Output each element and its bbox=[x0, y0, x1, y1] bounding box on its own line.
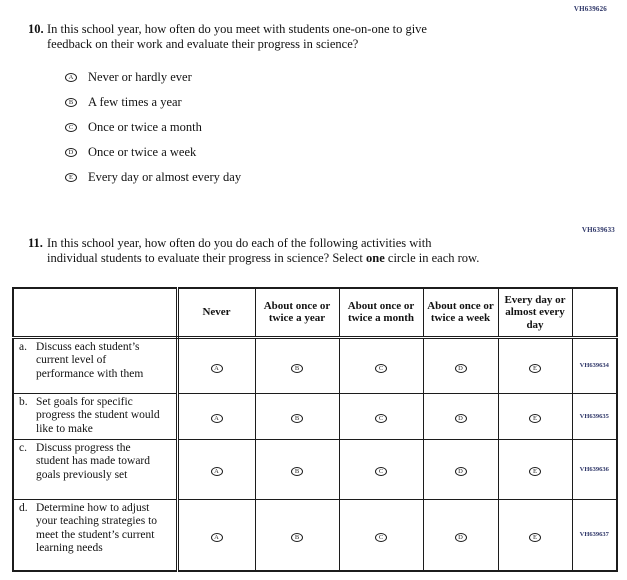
question-10-text-line2: feedback on their work and evaluate their progress in science? bbox=[47, 37, 359, 51]
bubble-a-week[interactable] bbox=[455, 364, 467, 373]
q11-line2-pre: individual students to evaluate their progress in science? Select bbox=[47, 251, 367, 265]
question-11-number: 11. bbox=[28, 236, 43, 250]
row-a-id: a. bbox=[19, 340, 27, 353]
row-a-label-cell bbox=[13, 337, 177, 393]
matrix-row-c bbox=[13, 439, 617, 499]
bubble-letter: C bbox=[378, 533, 384, 541]
bubble-c-daily[interactable] bbox=[529, 467, 541, 476]
q10-option-a bbox=[47, 65, 568, 90]
q10-option-b bbox=[47, 90, 568, 115]
row-b-id: b. bbox=[19, 395, 28, 408]
question-10 bbox=[28, 22, 568, 190]
bubble-d-daily[interactable] bbox=[529, 533, 541, 542]
bubble-letter: A bbox=[214, 468, 219, 475]
bubble-letter: B bbox=[68, 99, 74, 106]
bubble-b-week[interactable] bbox=[455, 414, 467, 423]
column-header-once-twice-month: About once or twice a month bbox=[339, 288, 423, 337]
row-d-id: d. bbox=[19, 501, 28, 514]
bubble-c-month[interactable] bbox=[375, 467, 387, 476]
column-header-never: Never bbox=[177, 288, 255, 337]
row-c-id: c. bbox=[19, 441, 27, 454]
bubble-letter: B bbox=[294, 533, 300, 541]
bubble-c-week[interactable] bbox=[455, 467, 467, 476]
bubble-b-year[interactable] bbox=[291, 414, 303, 423]
row-a-label: Discuss each student’s current level of performance with them bbox=[36, 340, 144, 380]
row-b-label-cell bbox=[13, 393, 177, 439]
bubble-letter: E bbox=[533, 468, 537, 475]
matrix-header-row bbox=[13, 288, 617, 337]
row-d-label: Determine how to adjust your teaching strategies to meet the student’s current learning needs bbox=[36, 501, 158, 554]
bubble-letter: E bbox=[533, 533, 537, 541]
bubble-letter: E bbox=[533, 415, 537, 422]
row-d-label-cell bbox=[13, 499, 177, 571]
bubble-letter: D bbox=[68, 149, 74, 156]
column-header-once-twice-year: About once or twice a year bbox=[255, 288, 339, 337]
q10-option-b-label: A few times a year bbox=[88, 95, 182, 109]
row-d-code: VH639637 bbox=[572, 499, 617, 571]
bubble-letter: B bbox=[294, 415, 300, 422]
row-a-code: VH639634 bbox=[572, 337, 617, 393]
question-10-number: 10. bbox=[28, 22, 44, 36]
bubble-d-month[interactable] bbox=[375, 533, 387, 542]
q10-response-bubble-e[interactable] bbox=[65, 173, 77, 182]
q10-option-c bbox=[47, 115, 568, 140]
bubble-b-never[interactable] bbox=[211, 414, 223, 423]
bubble-letter: D bbox=[458, 533, 463, 541]
column-header-once-twice-week: About once or twice a week bbox=[423, 288, 498, 337]
bubble-c-never[interactable] bbox=[211, 467, 223, 476]
q10-option-a-label: Never or hardly ever bbox=[88, 70, 192, 84]
bubble-letter: C bbox=[68, 124, 74, 131]
row-b-label: Set goals for specific progress the student would like to make bbox=[36, 395, 160, 435]
header-blank-cell bbox=[13, 288, 177, 337]
bubble-d-week[interactable] bbox=[455, 533, 467, 542]
matrix-row-a bbox=[13, 337, 617, 393]
row-c-code: VH639636 bbox=[572, 439, 617, 499]
bubble-letter: A bbox=[214, 415, 219, 422]
q10-option-d bbox=[47, 140, 568, 165]
matrix-row-d bbox=[13, 499, 617, 571]
question-10-body bbox=[47, 22, 568, 190]
question-11-body bbox=[47, 236, 588, 266]
q10-option-c-label: Once or twice a month bbox=[88, 120, 202, 134]
column-header-every-day: Every day or almost every day bbox=[498, 288, 572, 337]
bubble-a-month[interactable] bbox=[375, 364, 387, 373]
q10-response-bubble-b[interactable] bbox=[65, 98, 77, 107]
bubble-letter: B bbox=[294, 468, 300, 475]
bubble-b-daily[interactable] bbox=[529, 414, 541, 423]
q10-response-bubble-c[interactable] bbox=[65, 123, 77, 132]
bubble-letter: D bbox=[458, 468, 463, 475]
q11-matrix-table bbox=[12, 287, 618, 572]
bubble-d-year[interactable] bbox=[291, 533, 303, 542]
bubble-letter: C bbox=[378, 468, 384, 475]
q10-response-bubble-a[interactable] bbox=[65, 73, 77, 82]
question-11-text-line1: In this school year, how often do you do each of the following activities with bbox=[47, 236, 432, 250]
question-10-text-line1: In this school year, how often do you meet with students one-on-one to give bbox=[47, 22, 427, 36]
bubble-c-year[interactable] bbox=[291, 467, 303, 476]
question-11-text-line2 bbox=[47, 251, 588, 266]
bubble-b-month[interactable] bbox=[375, 414, 387, 423]
question-11 bbox=[28, 236, 588, 266]
bubble-letter: E bbox=[533, 364, 537, 372]
form-code-top: VH639626 bbox=[573, 5, 607, 13]
bubble-letter: B bbox=[294, 364, 300, 372]
matrix-row-b bbox=[13, 393, 617, 439]
row-b-code: VH639635 bbox=[572, 393, 617, 439]
form-code-q11: VH639633 bbox=[581, 226, 615, 234]
q10-response-bubble-d[interactable] bbox=[65, 148, 77, 157]
question-10-options bbox=[47, 65, 568, 190]
bubble-letter: D bbox=[458, 415, 463, 422]
bubble-letter: C bbox=[378, 415, 384, 422]
bubble-d-never[interactable] bbox=[211, 533, 223, 542]
bubble-letter: C bbox=[378, 364, 384, 372]
q10-option-e-label: Every day or almost every day bbox=[88, 170, 242, 184]
bubble-letter: D bbox=[458, 364, 463, 372]
bubble-letter: A bbox=[214, 533, 219, 541]
q11-line2-bold: one bbox=[366, 251, 385, 265]
bubble-a-year[interactable] bbox=[291, 364, 303, 373]
row-c-label-cell bbox=[13, 439, 177, 499]
bubble-letter: A bbox=[214, 364, 219, 372]
bubble-a-never[interactable] bbox=[211, 364, 223, 373]
q10-option-e bbox=[47, 165, 568, 190]
q10-option-d-label: Once or twice a week bbox=[88, 145, 197, 159]
bubble-letter: E bbox=[69, 174, 73, 181]
bubble-a-daily[interactable] bbox=[529, 364, 541, 373]
q11-line2-post: circle in each row. bbox=[384, 251, 480, 265]
header-code-cell bbox=[572, 288, 617, 337]
bubble-letter: A bbox=[68, 74, 74, 81]
row-c-label: Discuss progress the student has made toward goals previously set bbox=[36, 441, 151, 481]
